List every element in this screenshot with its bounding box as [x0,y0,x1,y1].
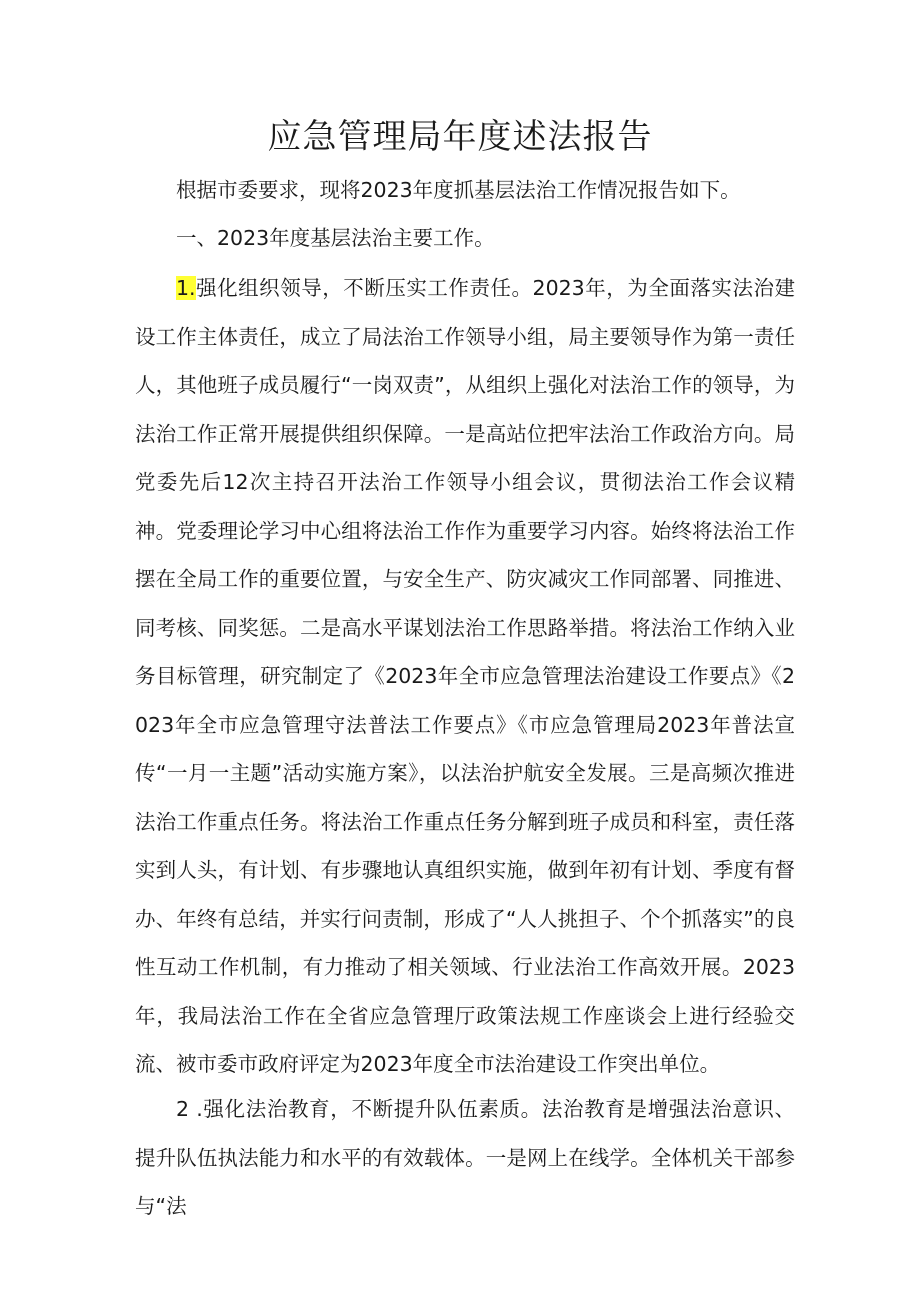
item-two-text: 强化法治教育，不断提升队伍素质。法治教育是增强法治意识、提升队伍执法能力和水平的有效载体。一是网上在线学。全体机关干部参与“法 [135,1097,796,1218]
intro-paragraph: 根据市委要求，现将2023年度抓基层法治工作情况报告如下。 [176,178,741,202]
item-two-number: 2 . [176,1097,203,1121]
item-one-number-highlight: 1. [176,276,196,300]
item-one-text: 强化组织领导，不断压实工作责任。2023年，为全面落实法治建设工作主体责任，成立了局法治工作领导小组，局主要领导作为第一责任人，其他班子成员履行“一岗双责”，从组织上强化对法治工作的领导，为法治工作正常开展提供组织保障。一是高站位把牢法治工作政治方向。局党委先后12次主持召开法治工作领导小组会议，贯彻法治工作会议精神。党委理论学习中心组将法治工作作为重要学习内容。始终将法治工作摆在全局工作的重要位置，与安全生产、防灾减灾工作同部署、同推进、同考核、同奖惩。二是高水平谋划法治工作思路举措。将法治工作纳入业务目标管理，研究制定了《2023年全市应急管理法治建设工作要点》《2023年全市应急管理守法普法工作要点》《市应急管理局2023年普法宣传“一月一主题”活动实施方案》，以法治护航安全发展。三是高频次推进法治工作重点任务。将法治工作重点任务分解到班子成员和科室，责任落实到人头，有计划、有步骤地认真组织实施，做到年初有计划、季度有督办、年终有总结，并实行问责制，形成了“人人挑担子、个个抓落实”的良性互动工作机制，有力推动了相关领域、行业法治工作高效开展。2023年，我局法治工作在全省应急管理厅政策法规工作座谈会上进行经验交流、被市委市政府评定为2023年度全市法治建设工作突出单位。 [135,276,795,1076]
item-two-paragraph [135,1085,795,1231]
item-one-paragraph [135,264,795,1089]
section-one-heading: 一、2023年度基层法治主要工作。 [176,226,495,250]
document-title: 应急管理局年度述法报告 [267,117,653,157]
